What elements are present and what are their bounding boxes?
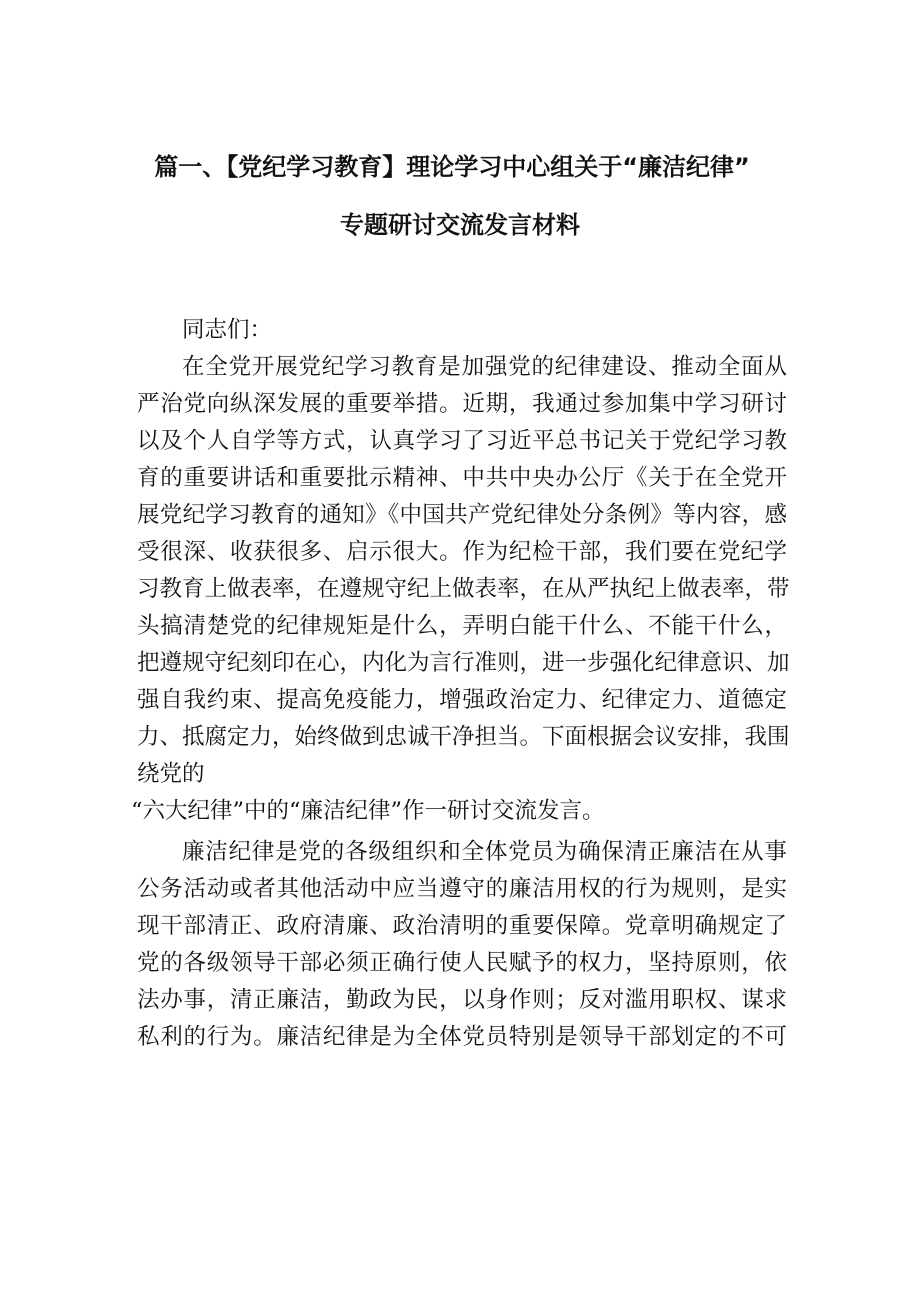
paragraph-line: 受很深、收获很多、启示很大。作为纪检干部，我们要在党纪学 [137,539,787,565]
paragraph-line: 严治党向纵深发展的重要举措。近期，我通过参加集中学习研讨 [137,391,787,417]
paragraph-line: 私利的行为。廉洁纪律是为全体党员特别是领导干部划定的不可 [137,1024,787,1050]
paragraph-line: 党的各级领导干部必须正确行使人民赋予的权力，坚持原则，依 [137,950,787,976]
document-title-line-1: 篇一、【党纪学习教育】理论学习中心组关于“廉洁纪律” [154,153,750,181]
paragraph-line: 力、抵腐定力，始终做到忠诚干净担当。下面根据会议安排，我围 [137,724,790,750]
salutation: 同志们： [182,317,273,343]
paragraph-line: 廉洁纪律是党的各级组织和全体党员为确保清正廉洁在从事 [182,839,787,865]
paragraph-line: 公务活动或者其他活动中应当遵守的廉洁用权的行为规则，是实 [137,876,787,902]
paragraph-line: 法办事，清正廉洁，勤政为民，以身作则；反对滥用职权、谋求 [137,987,787,1013]
paragraph-line: “六大纪律”中的“廉洁纪律”作一研讨交流发言。 [131,798,605,824]
paragraph-line: 现干部清正、政府清廉、政治清明的重要保障。党章明确规定了 [137,913,787,939]
paragraph-line: 头搞清楚党的纪律规矩是什么，弄明白能干什么、不能干什么， [137,613,787,639]
paragraph-line: 习教育上做表率，在遵规守纪上做表率，在从严执纪上做表率，带 [137,576,790,602]
paragraph-line: 强自我约束、提高免疫能力，增强政治定力、纪律定力、道德定 [137,687,787,713]
paragraph-line: 育的重要讲话和重要批示精神、中共中央办公厅《关于在全党开 [137,465,787,491]
paragraph-line: 以及个人自学等方式，认真学习了习近平总书记关于党纪学习教 [137,428,787,454]
paragraph-line: 在全党开展党纪学习教育是加强党的纪律建设、推动全面从 [182,354,787,380]
document-title-line-2: 专题研讨交流发言材料 [340,211,580,239]
paragraph-line: 展党纪学习教育的通知》《中国共产党纪律处分条例》等内容，感 [137,502,787,528]
paragraph-line: 绕党的 [137,761,205,787]
paragraph-line: 把遵规守纪刻印在心，内化为言行准则，进一步强化纪律意识、加 [137,650,790,676]
